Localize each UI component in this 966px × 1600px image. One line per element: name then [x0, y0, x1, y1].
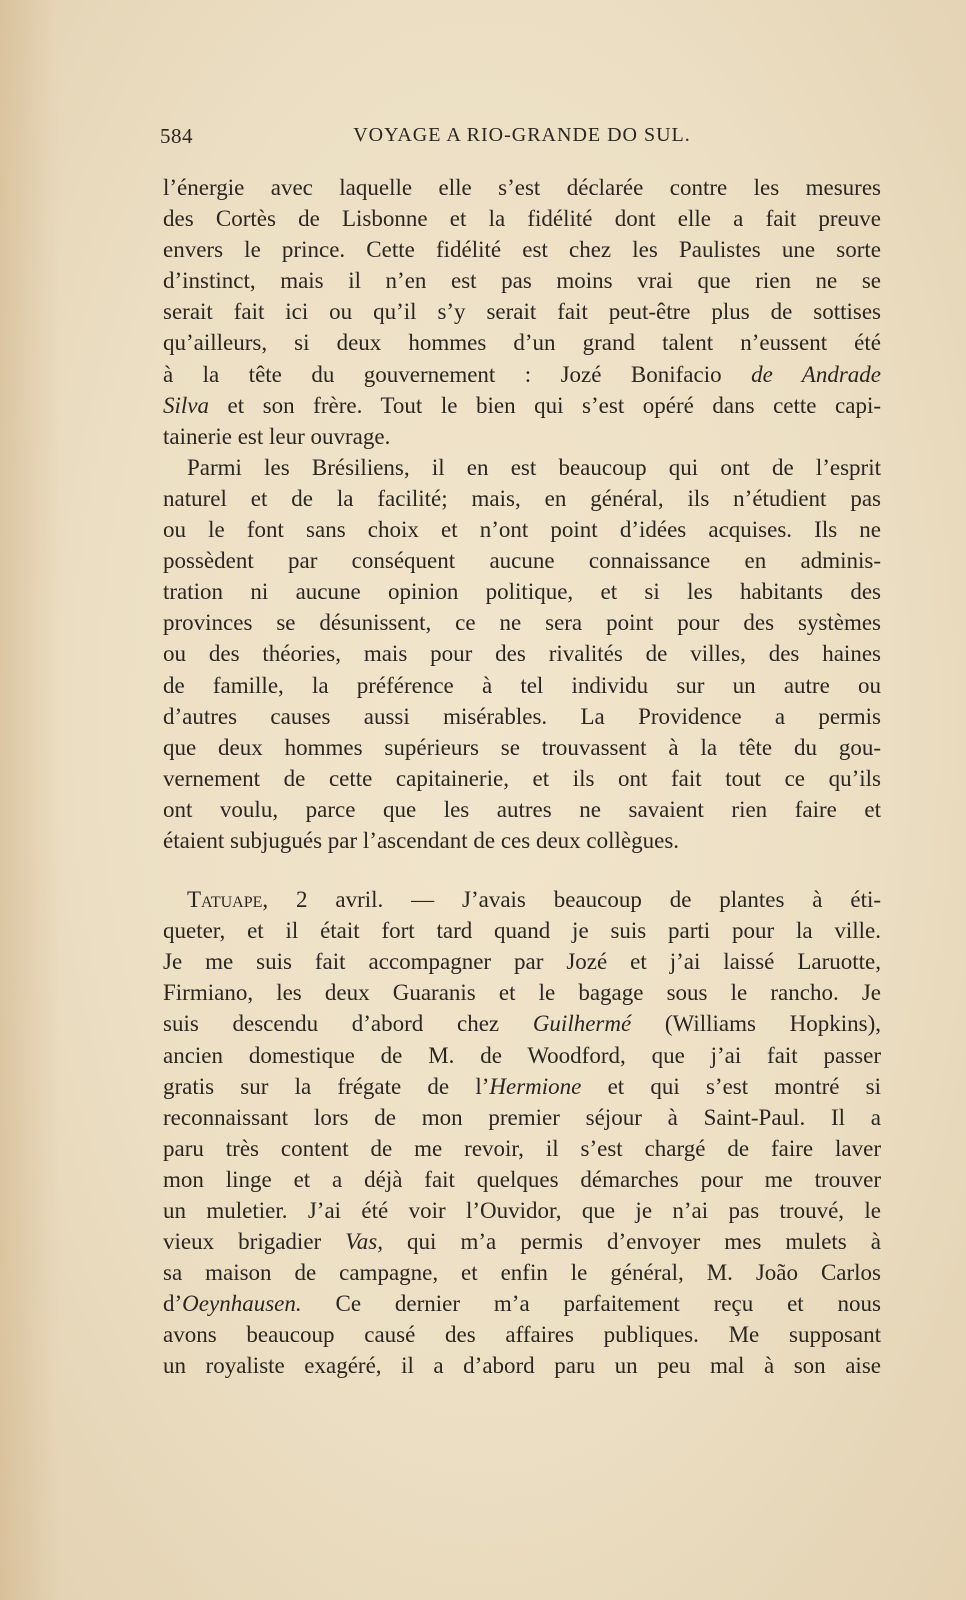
text-line: que deux hommes supérieurs se trouvassent à la tête du gou-: [163, 734, 881, 760]
section-gap: [163, 856, 881, 884]
text-line: étaient subjugués par l’ascendant de ces deux collègues.: [163, 827, 680, 853]
text-line: envers le prince. Cette fidélité est chez les Paulistes une sorte: [163, 237, 881, 263]
text-line: ou des théories, mais pour des rivalités de villes, des haines: [163, 641, 881, 667]
text-line: de famille, la préférence à tel individu sur un autre ou: [163, 672, 881, 698]
text-segment: et son frère. Tout le bien qui s’est opéré dans cette capi-: [227, 392, 881, 418]
italic-name: Vas,: [345, 1229, 383, 1255]
text-segment: suis descendu d’abord chez: [163, 1011, 500, 1037]
text-segment: vieux brigadier: [163, 1229, 322, 1255]
text-line: Je me suis fait accompagner par Jozé et j’ai laissé Laruotte,: [163, 949, 881, 975]
text-line: ancien domestique de M. de Woodford, que j’ai fait passer: [163, 1042, 881, 1068]
italic-name: Oeynhausen.: [182, 1291, 302, 1317]
text-line: provinces se désunissent, ce ne sera point pour des systèmes: [163, 610, 881, 636]
entry-place: Tatuape,: [187, 887, 269, 913]
italic-name: de Andrade: [751, 361, 881, 387]
text-line: l’énergie avec laquelle elle s’est déclarée contre les mesures: [163, 175, 881, 200]
text-line: sa maison de campagne, et enfin le général, M. João Carlos: [163, 1260, 881, 1286]
text-line: un muletier. J’ai été voir l’Ouvidor, que je n’ai pas trouvé, le: [163, 1198, 881, 1223]
text-line: Parmi les Brésiliens, il en est beaucoup qui ont de l’esprit: [187, 454, 881, 480]
text-line: d’autres causes aussi misérables. La Providence a permis: [163, 703, 881, 729]
italic-name: Hermione: [489, 1073, 582, 1099]
text-line: [163, 1226, 881, 1257]
text-line: [163, 1008, 881, 1039]
text-line: [163, 1071, 881, 1102]
italic-name: Silva: [163, 392, 209, 418]
text-line: queter, et il était fort tard quand je suis parti pour la ville.: [163, 918, 881, 944]
text-line: qu’ailleurs, si deux hommes d’un grand talent n’eussent été: [163, 330, 881, 356]
paragraph-3: [163, 884, 881, 1382]
paragraph-2: [163, 452, 881, 856]
text-line: d’instinct, mais il n’en est pas moins vrai que rien ne se: [163, 268, 881, 294]
paragraph-1: [163, 172, 881, 452]
text-line: avons beaucoup causé des affaires publiques. Me supposant: [163, 1322, 881, 1348]
italic-name: Guilhermé: [532, 1011, 632, 1037]
text-line: [163, 1288, 881, 1319]
body-text: [163, 172, 881, 1382]
text-line: ou le font sans choix et n’ont point d’idées acquises. Ils ne: [163, 517, 881, 543]
text-segment: à la tête du gouvernement : Jozé Bonifacio: [163, 361, 722, 387]
text-segment: et qui s’est montré si: [607, 1073, 881, 1099]
text-segment: Ce dernier m’a parfaitement reçu et nous: [335, 1291, 881, 1317]
text-line: [163, 390, 881, 421]
text-segment: gratis sur la frégate de l’: [163, 1073, 490, 1099]
page-number: 584: [160, 124, 193, 148]
text-line: paru très content de me revoir, il s’est chargé de faire laver: [163, 1135, 881, 1161]
text-line: ont voulu, parce que les autres ne savaient rien faire et: [163, 796, 881, 822]
text-line: tainerie est leur ouvrage.: [163, 423, 391, 449]
text-line: [163, 884, 881, 915]
text-line: reconnaissant lors de mon premier séjour à Saint-Paul. Il a: [163, 1104, 881, 1130]
text-segment: d’: [163, 1291, 183, 1317]
text-line: vernement de cette capitainerie, et ils ont fait tout ce qu’ils: [163, 765, 881, 791]
text-segment: 2 avril. — J’avais beaucoup de plantes à éti-: [296, 887, 881, 913]
running-title: VOYAGE A RIO-GRANDE DO SUL.: [353, 124, 691, 146]
text-segment: qui m’a permis d’envoyer mes mulets à: [407, 1229, 881, 1255]
text-line: tration ni aucune opinion politique, et si les habitants des: [163, 579, 881, 605]
text-line: possèdent par conséquent aucune connaissance en adminis-: [163, 548, 881, 574]
page-edge-shadow: [0, 0, 60, 1600]
text-line: un royaliste exagéré, il a d’abord paru un peu mal à son aise: [163, 1353, 881, 1379]
text-line: Firmiano, les deux Guaranis et le bagage sous le rancho. Je: [163, 980, 881, 1006]
text-line: naturel et de la facilité; mais, en général, ils n’étudient pas: [163, 485, 881, 511]
running-head: [160, 124, 884, 154]
text-line: [163, 359, 881, 390]
text-line: des Cortès de Lisbonne et la fidélité dont elle a fait preuve: [163, 206, 881, 232]
text-line: serait fait ici ou qu’il s’y serait fait peut-être plus de sottises: [163, 299, 881, 325]
text-line: mon linge et a déjà fait quelques démarches pour me trouver: [163, 1166, 881, 1192]
text-segment: (Williams Hopkins),: [664, 1011, 881, 1037]
